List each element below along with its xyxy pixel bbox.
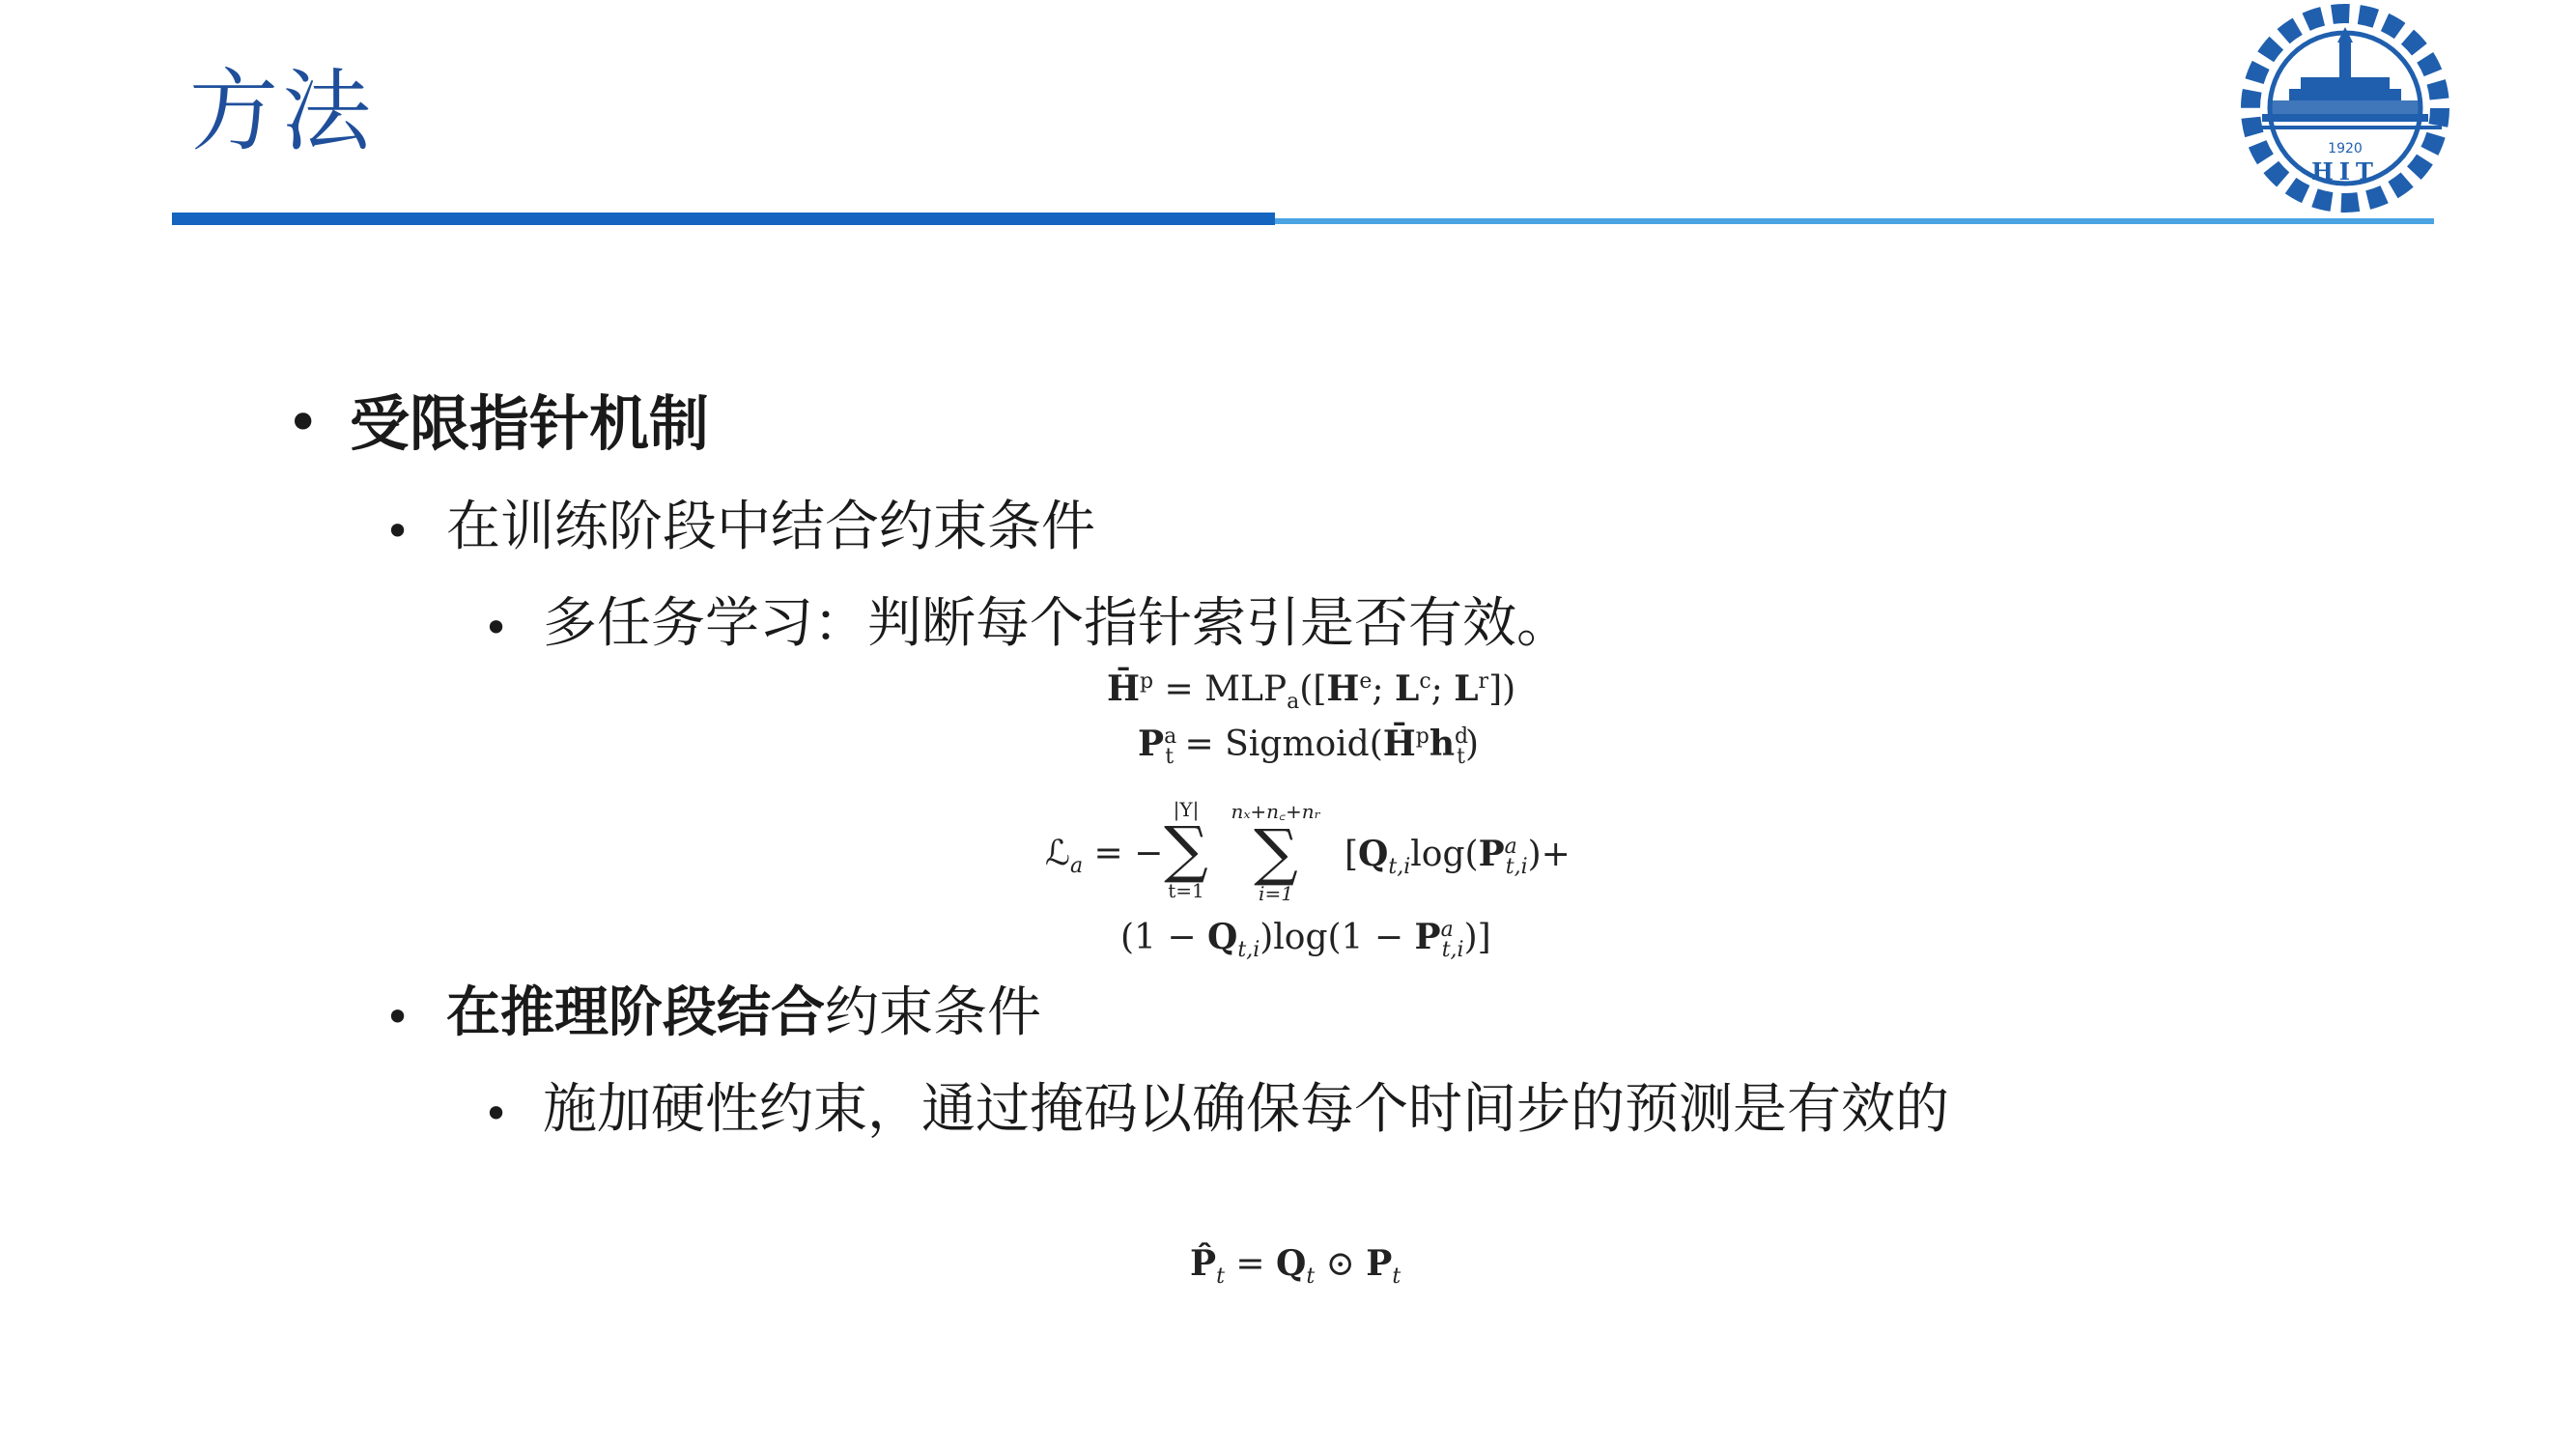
- bullet-inference: [446, 981, 1041, 1044]
- sum-i-lower: i=1: [1259, 882, 1293, 905]
- hit-logo: [2222, 0, 2482, 222]
- bullet-inference-bold: 在推理阶段结合: [446, 981, 825, 1044]
- logo-year: 1920: [2328, 141, 2363, 156]
- bullet-heading: 受限指针机制: [350, 388, 710, 459]
- sum-i: nₓ+n꜀+nᵣ ∑ i=1: [1213, 798, 1339, 905]
- formula-mask: $P̂_t = Q_t$ ⊙ $P_t$: [1190, 1243, 1401, 1290]
- bullet-dot: •: [384, 505, 411, 557]
- bullet-inference-rest: 约束条件: [825, 981, 1041, 1044]
- sum-i-upper: nₓ+n꜀+nᵣ: [1231, 800, 1321, 823]
- formula-loss-rhs: [$Q_{t,i}\log(P^a_{t,i})+$: [1345, 834, 1571, 880]
- sum-t: |Y| ∑ t=1: [1157, 798, 1215, 902]
- formula-pt: $P^a_t$ = $Sigmoid(H̄^ph^d_t)$: [1138, 724, 1480, 770]
- bullet-dot: •: [483, 602, 510, 654]
- sum-t-lower: t=1: [1168, 879, 1204, 902]
- bullet-dot: •: [286, 389, 321, 457]
- formula-loss-line2: $(1 - Q_{t,i})\log(1 - P^a_{t,i})$]: [1120, 917, 1491, 963]
- logo-text: HIT: [2311, 157, 2379, 185]
- sum-t-upper: |Y|: [1173, 798, 1200, 821]
- slide-title: 方法: [189, 60, 376, 163]
- formula-loss-lhs: ℒ$_a$ = −: [1045, 834, 1164, 879]
- bullet-hard-constraint: 施加硬性约束，通过掩码以确保每个时间步的预测是有效的: [543, 1078, 1949, 1141]
- bullet-training: 在训练阶段中结合约束条件: [446, 496, 1095, 558]
- bullet-dot: •: [483, 1088, 510, 1140]
- title-underline-dark: [172, 213, 1275, 225]
- bullet-dot: •: [384, 991, 411, 1043]
- bullet-multitask: 多任务学习：判断每个指针索引是否有效。: [543, 592, 1571, 655]
- formula-hp: H̄$^p$ = $MLP_a([H^e$; $L^c$; $L^r$]): [1107, 668, 1516, 715]
